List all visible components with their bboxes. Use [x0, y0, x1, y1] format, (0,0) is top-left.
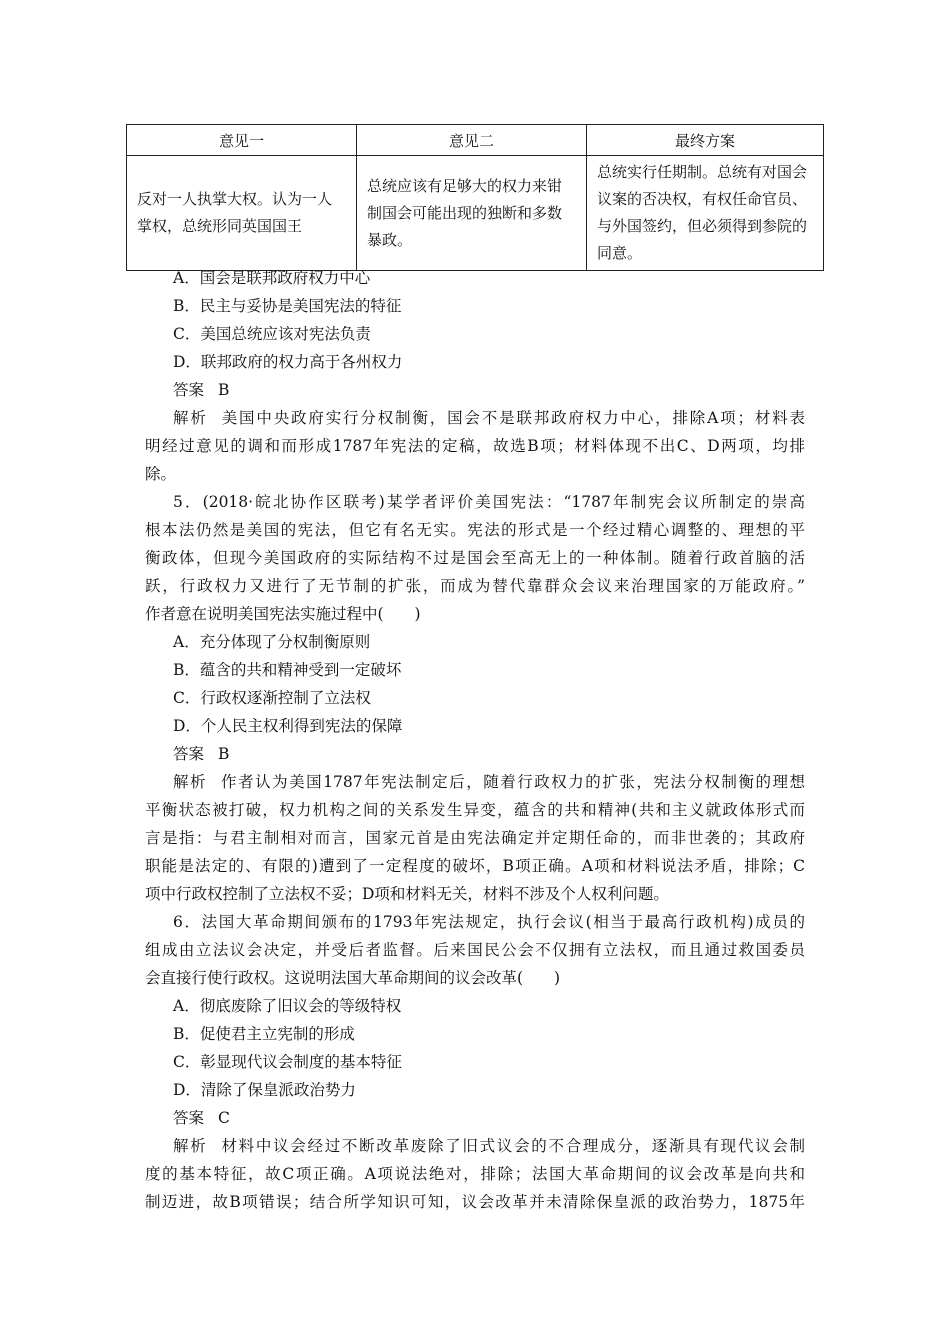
q5-analysis-line: 平衡状态被打破，权力机构之间的关系发生异变，蕴含的共和精神(共和主义就政体形式而 [145, 801, 805, 819]
q4-analysis-line [173, 408, 805, 428]
opinions-table [126, 124, 824, 271]
table-header-cell: 最终方案 [587, 125, 824, 156]
q6-analysis-line: 度的基本特征，故C项正确。A项说法绝对，排除；法国大革命期间的议会改革是向共和 [145, 1165, 805, 1183]
q6-option-a: A．彻底废除了旧议会的等级特权 [173, 997, 402, 1015]
analysis-label: 解析 [173, 1137, 208, 1155]
q6-stem-line: 会直接行使行政权。这说明法国大革命期间的议会改革( ) [145, 969, 561, 987]
q4-option-d: D．联邦政府的权力高于各州权力 [173, 353, 403, 371]
q5-analysis-line [173, 772, 805, 792]
q4-option-a: A．国会是联邦政府权力中心 [173, 269, 371, 287]
q6-option-c: C．彰显现代议会制度的基本特征 [173, 1053, 402, 1071]
q6-option-d: D．清除了保皇派政治势力 [173, 1081, 356, 1099]
q6-analysis-line: 制迈进，故B项错误；结合所学知识可知，议会改革并未清除保皇派的政治势力，1875年 [145, 1193, 805, 1211]
q5-analysis-line: 言是指：与君主制相对而言，国家元首是由宪法确定并定期任命的，而非世袭的；其政府 [145, 829, 805, 847]
table-cell: 总统实行任期制。总统有对国会议案的否决权，有权任命官员、与外国签约，但必须得到参院的同意。 [587, 156, 824, 271]
q6-analysis-line [173, 1136, 805, 1156]
answer-value: B [218, 381, 230, 399]
q5-stem-line: 根本法仍然是美国的宪法，但它有名无实。宪法的形式是一个经过精心调整的、理想的平 [145, 521, 805, 539]
q4-analysis-line: 明经过意见的调和而形成1787年宪法的定稿，故选B项；材料体现不出C、D两项，均排 [145, 437, 805, 455]
q4-option-b: B．民主与妥协是美国宪法的特征 [173, 297, 402, 315]
table-header-cell: 意见一 [127, 125, 357, 156]
answer-label: 答案 [173, 381, 205, 399]
table-header-row [127, 125, 824, 156]
q4-answer [173, 380, 833, 400]
analysis-text: 作者认为美国1787年宪法制定后，随着行政权力的扩张，宪法分权制衡的理想 [221, 773, 805, 791]
q5-stem-line: 作者意在说明美国宪法实施过程中( ) [145, 605, 421, 623]
q5-answer [173, 744, 833, 764]
answer-label: 答案 [173, 1109, 205, 1127]
analysis-text: 材料中议会经过不断改革废除了旧式议会的不合理成分，逐渐具有现代议会制 [221, 1137, 805, 1155]
q5-option-a: A．充分体现了分权制衡原则 [173, 633, 371, 651]
q6-answer [173, 1108, 833, 1128]
q5-option-d: D．个人民主权利得到宪法的保障 [173, 717, 403, 735]
q6-stem-line: 6．法国大革命期间颁布的1793年宪法规定，执行会议(相当于最高行政机构)成员的 [173, 913, 805, 931]
q5-stem-line: 衡政体，但现今美国政府的实际结构不过是国会至高无上的一种体制。随着行政首脑的活 [145, 549, 805, 567]
q4-analysis-line: 除。 [145, 465, 177, 483]
table-header-cell: 意见二 [357, 125, 587, 156]
table-cell: 反对一人执掌大权。认为一人掌权，总统形同英国国王 [127, 156, 357, 271]
q6-stem-line: 组成由立法议会决定，并受后者监督。后来国民公会不仅拥有立法权，而且通过救国委员 [145, 941, 805, 959]
analysis-label: 解析 [173, 409, 208, 427]
analysis-text: 美国中央政府实行分权制衡，国会不是联邦政府权力中心，排除A项；材料表 [221, 409, 805, 427]
q5-analysis-line: 职能是法定的、有限的)遭到了一定程度的破坏，B项正确。A项和材料说法矛盾，排除；C [145, 857, 805, 875]
q4-option-c: C．美国总统应该对宪法负责 [173, 325, 371, 343]
q5-stem-line: 5．(2018·皖北协作区联考)某学者评价美国宪法：“1787年制宪会议所制定的崇高 [173, 493, 805, 511]
answer-label: 答案 [173, 745, 205, 763]
q6-option-b: B．促使君主立宪制的形成 [173, 1025, 355, 1043]
q5-analysis-line: 项中行政权控制了立法权不妥；D项和材料无关，材料不涉及个人权利问题。 [145, 885, 669, 903]
table-cell: 总统应该有足够大的权力来钳制国会可能出现的独断和多数暴政。 [357, 156, 587, 271]
table-row [127, 156, 824, 271]
q5-stem-line: 跃，行政权力又进行了无节制的扩张，而成为替代靠群众会议来治理国家的万能政府。” [145, 577, 805, 595]
q5-option-b: B．蕴含的共和精神受到一定破坏 [173, 661, 402, 679]
answer-value: C [218, 1109, 230, 1127]
analysis-label: 解析 [173, 773, 208, 791]
answer-value: B [218, 745, 230, 763]
q5-option-c: C．行政权逐渐控制了立法权 [173, 689, 371, 707]
